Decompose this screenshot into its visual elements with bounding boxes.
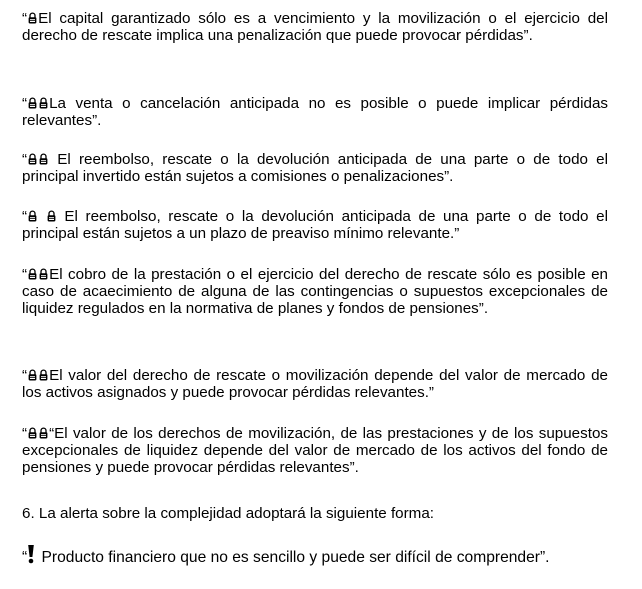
lock-icon — [47, 210, 56, 222]
risk-paragraph-3 — [22, 151, 608, 185]
complexity-alert — [22, 544, 549, 568]
risk-paragraph-2 — [22, 95, 608, 129]
lock-icon — [28, 12, 37, 24]
lock-icon — [28, 427, 37, 439]
open-quote: “ — [22, 151, 28, 168]
paragraph-text: El reembolso, rescate o la devolución anticipada de una parte o de todo el principal están sujetos a un plazo de preaviso mínimo relevante.” — [22, 208, 608, 242]
lock-icon — [39, 97, 48, 109]
paragraph-text: La venta o cancelación anticipada no es posible o puede implicar pérdidas relevantes”. — [22, 95, 608, 129]
lock-icon — [39, 369, 48, 381]
risk-paragraph-6 — [22, 367, 608, 401]
section-heading: 6. La alerta sobre la complejidad adoptará la siguiente forma: — [22, 505, 434, 522]
alert-open-quote: “ — [22, 549, 28, 566]
paragraph-text: El reembolso, rescate o la devolución anticipada de una parte o de todo el principal invertido están sujetos a comisiones o penalizaciones”. — [22, 151, 608, 185]
paragraph-text: El cobro de la prestación o el ejercicio del derecho de rescate sólo es posible en caso de acaecimiento de alguna de las contingencias o supuestos excepcionales de liquidez regulados en la normativa de planes y fondos de pensiones”. — [22, 266, 608, 317]
open-quote: “ — [22, 10, 28, 27]
open-quote: “ — [22, 95, 28, 112]
risk-paragraph-1 — [22, 10, 608, 44]
lock-icon — [28, 210, 37, 222]
lock-icon — [28, 369, 37, 381]
lock-icon — [28, 153, 37, 165]
risk-paragraph-7 — [22, 425, 608, 476]
lock-icon — [28, 97, 37, 109]
risk-paragraph-5 — [22, 266, 608, 317]
paragraph-text: El valor del derecho de rescate o movilización depende del valor de mercado de los activos asignados y puede provocar pérdidas relevantes.” — [22, 367, 608, 401]
open-quote: “ — [22, 425, 28, 442]
lock-icon — [28, 268, 37, 280]
open-quote: “ — [22, 266, 28, 283]
lock-icon — [39, 153, 48, 165]
alert-text: Producto financiero que no es sencillo y puede ser difícil de comprender”. — [37, 549, 550, 566]
risk-paragraph-4 — [22, 208, 608, 242]
lock-icon — [39, 427, 48, 439]
open-quote: “ — [22, 208, 28, 225]
paragraph-text: El capital garantizado sólo es a vencimiento y la movilización o el ejercicio del derecho de rescate implica una penalización que puede provocar pérdidas”. — [22, 10, 608, 44]
exclamation-icon — [27, 544, 35, 564]
open-quote: “ — [22, 367, 28, 384]
lock-icon — [39, 268, 48, 280]
paragraph-text: “El valor de los derechos de movilización, de las prestaciones y de los supuestos excepcionales de liquidez depende del valor de mercado de los activos del fondo de pensiones y puede provocar pérdidas relevantes”. — [22, 425, 608, 476]
